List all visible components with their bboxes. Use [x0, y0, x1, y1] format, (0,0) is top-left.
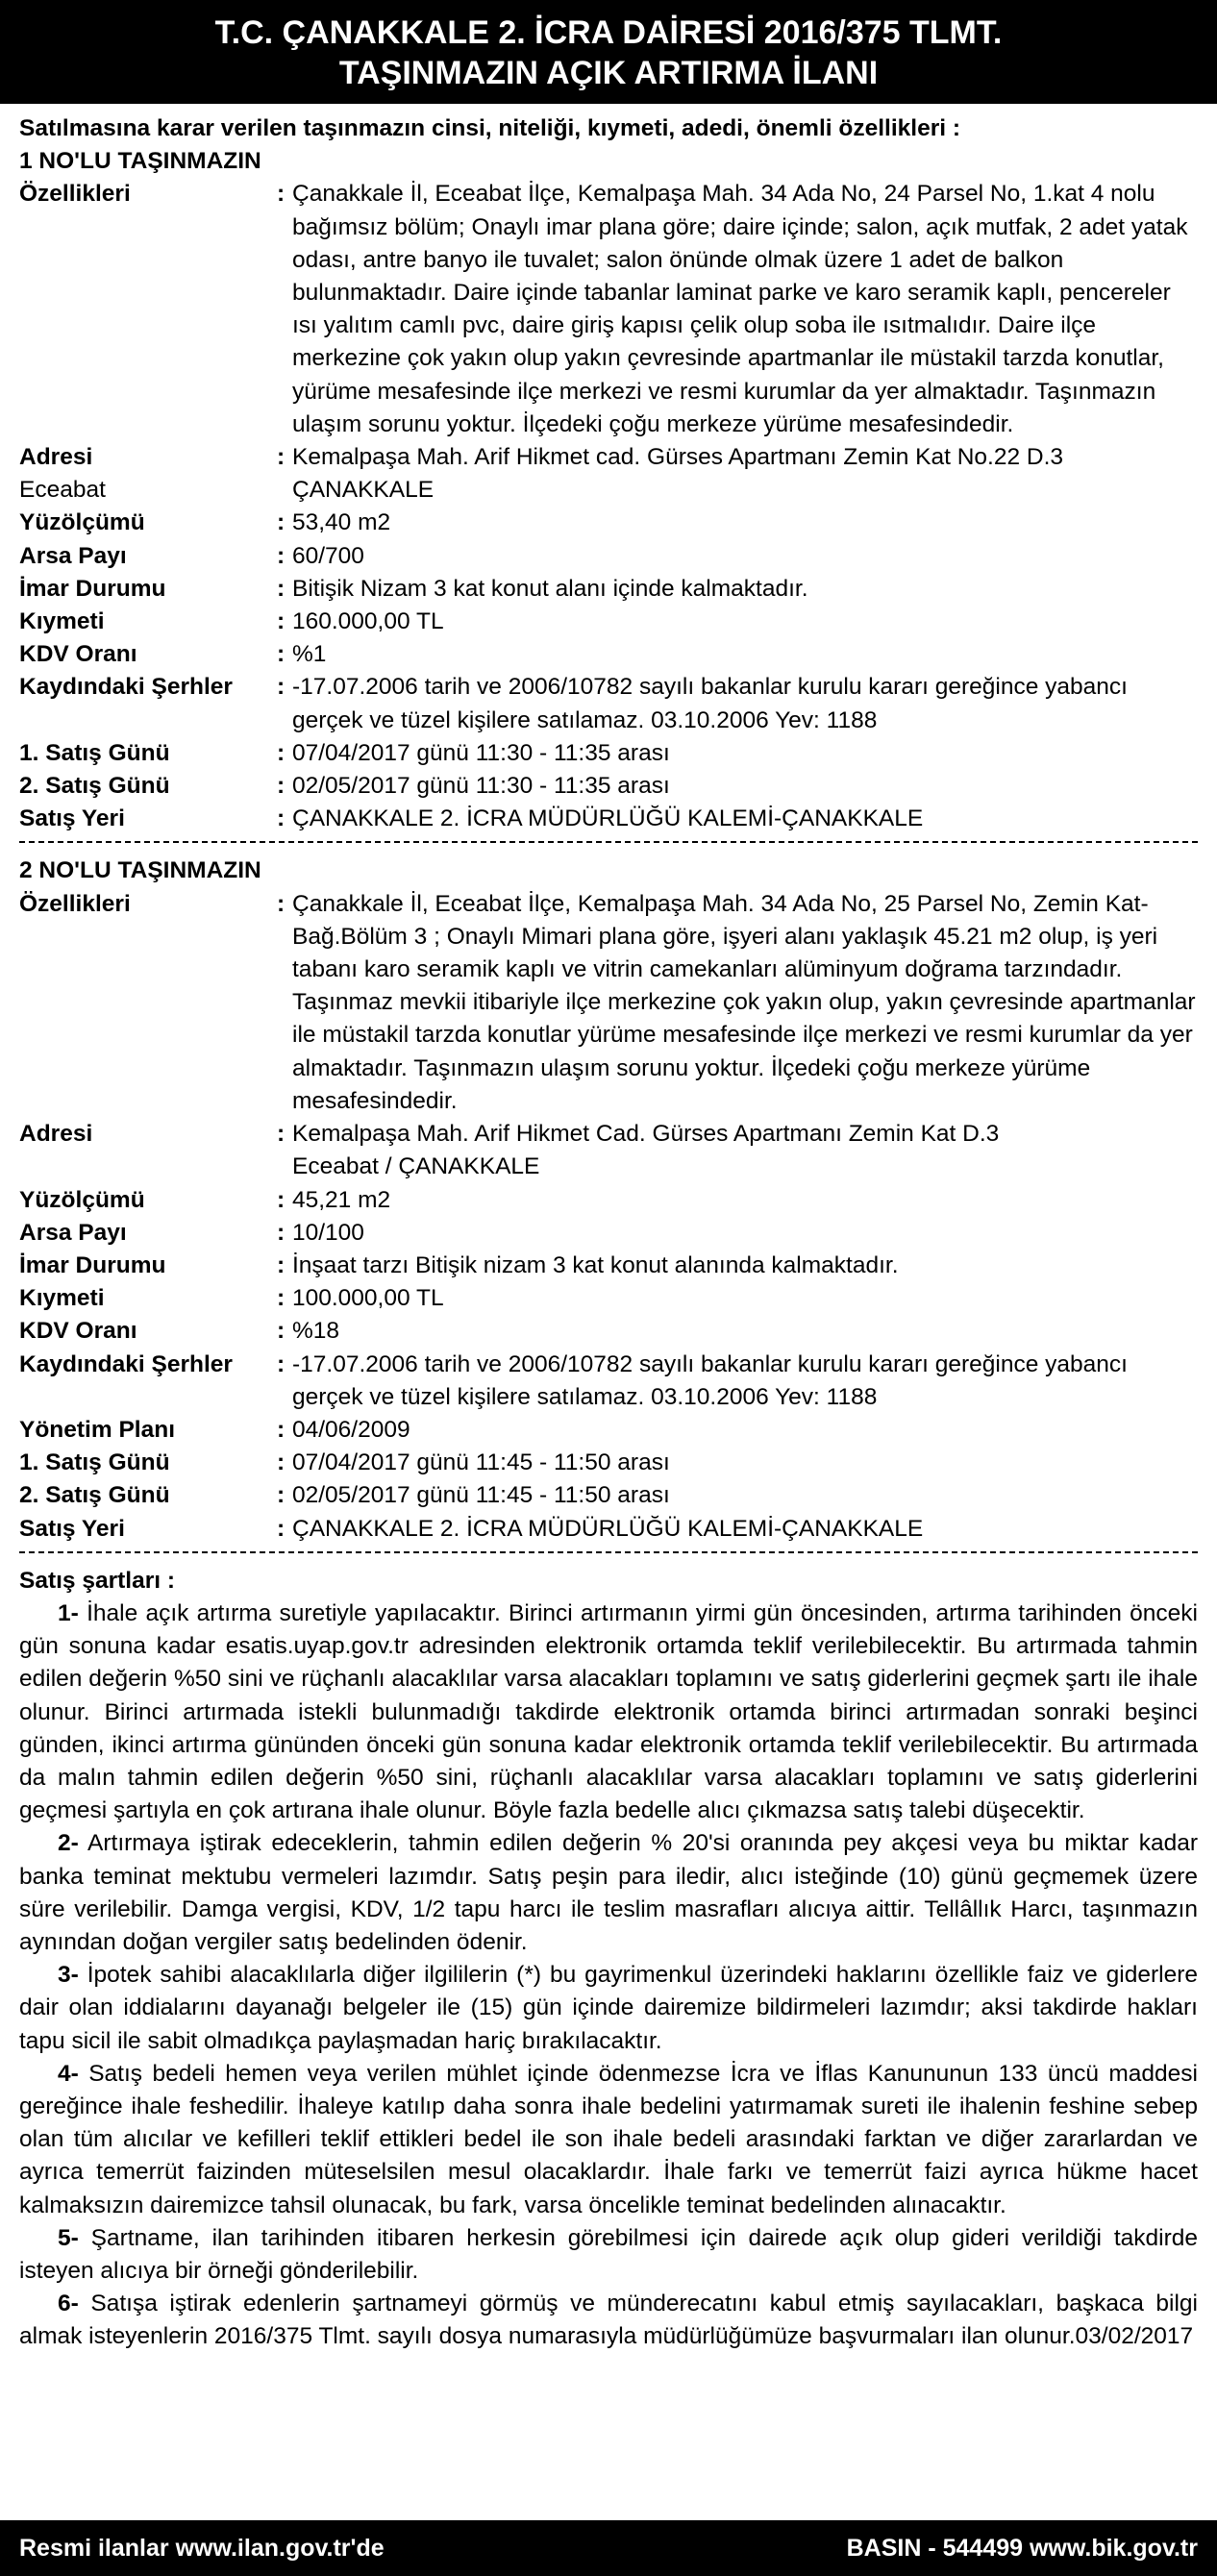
colon: : — [277, 641, 286, 668]
property-2-share-row — [19, 1217, 1198, 1250]
annotations-value: -17.07.2006 tarih ve 2006/10782 sayılı bakanlar kurulu kararı gereğince yabancı gerçek ve tüzel kişilere satılamaz. 03.10.2006 Yev: 1188 — [292, 1350, 1128, 1410]
area-label: Yüzölçümü — [19, 509, 145, 536]
property-1-address-row — [19, 441, 1198, 474]
property-2-features-row — [19, 888, 1198, 1118]
vat-label: KDV Oranı — [19, 1318, 137, 1345]
sale-day-1-value: 07/04/2017 günü 11:45 - 11:50 arası — [292, 1449, 670, 1476]
property-2-place-row — [19, 1513, 1198, 1546]
colon: : — [277, 739, 286, 766]
colon: : — [277, 1121, 286, 1148]
colon: : — [277, 181, 286, 208]
annotations-label: Kaydındaki Şerhler — [19, 674, 233, 701]
address-label: Adresi — [19, 1121, 93, 1148]
announcement-body — [0, 104, 1217, 2354]
management-plan-value: 04/06/2009 — [292, 1416, 410, 1443]
sale-day-2-value: 02/05/2017 günü 11:45 - 11:50 arası — [292, 1482, 670, 1509]
address-value-line2: ÇANAKKALE — [292, 477, 435, 504]
address-value-line1: Kemalpaşa Mah. Arif Hikmet Cad. Gürses Apartmanı Zemin Kat D.3 — [292, 1121, 1000, 1148]
area-value: 53,40 m2 — [292, 509, 391, 536]
sale-day-2-value: 02/05/2017 günü 11:30 - 11:35 arası — [292, 773, 670, 800]
property-2-management-row — [19, 1414, 1198, 1447]
value-amount: 160.000,00 TL — [292, 608, 444, 635]
intro-text: Satılmasına karar verilen taşınmazın cinsi, niteliği, kıymeti, adedi, önemli özellikleri : — [19, 115, 960, 141]
zoning-label: İmar Durumu — [19, 1251, 166, 1278]
property-1-features-row — [19, 178, 1198, 441]
condition-text: Satış bedeli hemen veya verilen mühlet içinde ödenmezse İcra ve İflas Kanununun 133 üncü maddesi gereğince ihale feshedilir. İhaleye katılıp daha sonra ihale bedelini yatırmamak sureti ile ihalenin feshine sebep olan tüm alıcılar ve kefilleri teklif ettikleri bedel ile son ihale bedeli arasındaki farktan ve diğer zararlardan ve ayrıca temerrüt faizinden müteselsilen mesul olacaklardır. İhale farkı ve temerrüt faizi ayrıca hükme hacet kalmaksızın dairemizce tahsil olunacak, bu fark, varsa öncelikle teminat bedelinden alınacaktır. — [19, 2060, 1198, 2218]
condition-text: Şartname, ilan tarihinden itibaren herkesin görebilmesi için dairede açık olup gideri verildiği takdirde isteyen alıcıya bir örneği gönderilebilir. — [19, 2224, 1198, 2284]
property-2-address-row — [19, 1118, 1198, 1183]
features-label: Özellikleri — [19, 890, 131, 917]
condition-number: 6- — [58, 2291, 79, 2317]
condition-text: Artırmaya iştirak edeceklerin, tahmin edilen değerin % 20'si oranında pey akçesi veya bu miktar kadar banka teminat mektubu vermeleri lazımdır. Satış peşin para iledir, alıcı isteğinde (10) günü geçmemek üzere süre verilebilir. Damga vergisi, KDV, 1/2 tapu harcı ile teslim masrafları alıcıya aittir. Tellâllık Harcı, taşınmazın aynından doğan vergiler satış bedelinden ödenir. — [19, 1830, 1198, 1955]
condition-number: 5- — [58, 2224, 79, 2251]
vat-value: %18 — [292, 1318, 340, 1345]
address-district: Eceabat — [19, 477, 106, 504]
condition-item — [19, 1827, 1198, 1959]
colon: : — [277, 1449, 286, 1476]
features-value: Çanakkale İl, Eceabat İlçe, Kemalpaşa Mah. 34 Ada No, 25 Parsel No, Zemin Kat-Bağ.Bölüm 3 ; Onaylı Mimari plana göre, işyeri alanı yaklaşık 45.21 m2 olup, iş yeri tabanı karo seramik kaplı ve vitrin camekanları alüminyum doğrama tarzındadır. Taşınmaz mevkii itibariyle ilçe merkezine çok yakın olup, yakın çevresinde apartmanlar ile müstakil tarzda konutlar yürüme mesafesinde ilçe merkezi ve resmi kurumlar da yer almaktadır. Taşınmazın ulaşım sorunu yoktur. İlçedeki çoğu merkeze yürüme mesafesindedir. — [292, 890, 1196, 1114]
announcement-footer — [0, 2520, 1217, 2576]
sale-place-value: ÇANAKKALE 2. İCRA MÜDÜRLÜĞÜ KALEMİ-ÇANAKKALE — [292, 1515, 924, 1542]
sale-day-1-label: 1. Satış Günü — [19, 739, 170, 766]
sale-place-label: Satış Yeri — [19, 805, 125, 832]
address-value — [292, 1118, 1198, 1183]
colon: : — [277, 1186, 286, 1213]
condition-number: 4- — [58, 2060, 79, 2087]
share-label: Arsa Payı — [19, 1219, 127, 1246]
property-2-sale1-row — [19, 1447, 1198, 1479]
property-1-place-row — [19, 803, 1198, 835]
address-label: Adresi — [19, 444, 93, 471]
header-title-line1: T.C. ÇANAKKALE 2. İCRA DAİRESİ 2016/375 TLMT. — [214, 14, 1003, 51]
footer-right-text: BASIN - 544499 www.bik.gov.tr — [846, 2534, 1198, 2562]
footer-left-text: Resmi ilanlar www.ilan.gov.tr'de — [19, 2534, 385, 2562]
colon: : — [277, 890, 286, 917]
property-1-address-row-2 — [19, 474, 1198, 507]
annotations-value: -17.07.2006 tarih ve 2006/10782 sayılı bakanlar kurulu kararı gereğince yabancı gerçek ve tüzel kişilere satılamaz. 03.10.2006 Yev: 1188 — [292, 674, 1128, 733]
share-value: 60/700 — [292, 542, 364, 569]
colon: : — [277, 444, 286, 471]
property-2-sale2-row — [19, 1479, 1198, 1512]
condition-item — [19, 1598, 1198, 1827]
property-1-annotations-row — [19, 671, 1198, 736]
property-2-section — [19, 855, 1198, 1545]
condition-number: 2- — [58, 1830, 79, 1857]
vat-label: KDV Oranı — [19, 641, 137, 668]
colon: : — [277, 1318, 286, 1345]
colon: : — [277, 1285, 286, 1312]
vat-value: %1 — [292, 641, 327, 668]
sale-day-1-value: 07/04/2017 günü 11:30 - 11:35 arası — [292, 739, 670, 766]
value-label: Kıymeti — [19, 608, 105, 635]
condition-number: 1- — [58, 1599, 79, 1626]
colon: : — [277, 1350, 286, 1377]
condition-text: İhale açık artırma suretiyle yapılacaktır. Birinci artırmanın yirmi gün öncesinden, artırma tarihinden önceki gün sonuna kadar esatis.uyap.gov.tr adresinden elektronik ortamda teklif verilebilecektir. Bu artırmada tahmin edilen değerin %50 sini ve rüçhanlı alacaklılar varsa alacakları toplamını ve satış giderlerini geçmek şartı ile ihale olunur. Birinci artırmada istekli bulunmadığı takdirde elektronik ortamda birinci artırmadan sonraki beşinci günden, ikinci artırma gününden önceki gün sonuna kadar elektronik ortamda teklif verilebilecektir. Bu artırmada da malın tahmin edilen değerin %50 sini, rüçhanlı alacaklılar varsa alacakları toplamını ve satış giderlerini geçmesi şartıyla en çok artırana ihale olunur. Böyle fazla bedelle alıcı çıkmazsa satış talebi düşecektir. — [19, 1599, 1198, 1824]
colon: : — [277, 1416, 286, 1443]
property-1-area-row — [19, 507, 1198, 539]
property-1-heading: 1 NO'LU TAŞINMAZIN — [19, 148, 261, 175]
dashed-divider — [19, 1551, 1198, 1559]
property-1-sale1-row — [19, 737, 1198, 770]
features-value: Çanakkale İl, Eceabat İlçe, Kemalpaşa Mah. 34 Ada No, 24 Parsel No, 1.kat 4 nolu bağımsız bölüm; Onaylı imar plana göre; daire içinde; salon, açık mutfak, 2 adet yatak odası, antre banyo ile tuvalet; salon önünde olmak üzere 1 adet de balkon bulunmaktadır. Daire içinde tabanlar laminat parke ve karo seramik kaplı, pencereler ısı yalıtım camlı pvc, daire giriş kapısı çelik olup soba ile ısıtmalıdır. Daire ilçe merkezine çok yakın olup yakın çevresinde apartmanlar ile müstakil tarzda konutlar, yürüme mesafesinde ilçe merkezi ve resmi kurumlar da yer almaktadır. Taşınmazın ulaşım sorunu yoktur. İlçedeki çoğu merkeze yürüme mesafesindedir. — [292, 181, 1188, 437]
management-plan-label: Yönetim Planı — [19, 1416, 176, 1443]
zoning-value: Bitişik Nizam 3 kat konut alanı içinde kalmaktadır. — [292, 575, 808, 602]
colon: : — [277, 509, 286, 536]
address-value-line1: Kemalpaşa Mah. Arif Hikmet cad. Gürses Apartmanı Zemin Kat No.22 D.3 — [292, 444, 1064, 471]
announcement-header — [0, 0, 1217, 104]
colon: : — [277, 674, 286, 701]
sale-conditions-title: Satış şartları : — [19, 1567, 176, 1594]
property-1-sale2-row — [19, 770, 1198, 803]
property-1-value-row — [19, 606, 1198, 638]
condition-item — [19, 2058, 1198, 2222]
header-title-line2: TAŞINMAZIN AÇIK ARTIRMA İLANI — [338, 55, 879, 91]
zoning-label: İmar Durumu — [19, 575, 166, 602]
property-1-section — [19, 145, 1198, 835]
property-1-vat-row — [19, 638, 1198, 671]
annotations-label: Kaydındaki Şerhler — [19, 1350, 233, 1377]
address-value-line2: Eceabat / ÇANAKKALE — [292, 1153, 540, 1180]
property-2-zoning-row — [19, 1250, 1198, 1282]
condition-text: İpotek sahibi alacaklılarla diğer ilgililerin (*) bu gayrimenkul üzerindeki haklarını özellikle faiz ve giderlere dair olan iddialarını dayanağı belgeler ile (15) gün içinde dairemize bildirmeleri lazımdır; aksi takdirde hakları tapu sicil ile sabit olmadıkça paylaşmadan hariç bırakılacaktır. — [19, 1962, 1199, 2054]
colon: : — [277, 773, 286, 800]
colon: : — [277, 1515, 286, 1542]
property-1-share-row — [19, 540, 1198, 573]
sale-place-value: ÇANAKKALE 2. İCRA MÜDÜRLÜĞÜ KALEMİ-ÇANAKKALE — [292, 805, 924, 832]
colon: : — [277, 1219, 286, 1246]
condition-text: Satışa iştirak edenlerin şartnameyi görmüş ve münderecatını kabul etmiş sayılacakları, başkaca bilgi almak isteyenlerin 2016/375 Tlmt. sayılı dosya numarasıyla müdürlüğümüze başvurmaları ilan olunur.03/02/2017 — [19, 2291, 1198, 2350]
zoning-value: İnşaat tarzı Bitişik nizam 3 kat konut alanında kalmaktadır. — [292, 1251, 899, 1278]
sale-day-1-label: 1. Satış Günü — [19, 1449, 170, 1476]
colon: : — [277, 542, 286, 569]
property-2-annotations-row — [19, 1349, 1198, 1414]
condition-item — [19, 2288, 1198, 2353]
sale-day-2-label: 2. Satış Günü — [19, 773, 170, 800]
value-label: Kıymeti — [19, 1285, 105, 1312]
colon: : — [277, 1251, 286, 1278]
value-amount: 100.000,00 TL — [292, 1285, 444, 1312]
colon: : — [277, 805, 286, 832]
condition-number: 3- — [58, 1962, 79, 1989]
features-label: Özellikleri — [19, 181, 131, 208]
property-1-zoning-row — [19, 573, 1198, 606]
condition-item — [19, 2222, 1198, 2288]
sale-conditions-section — [19, 1565, 1198, 2354]
property-2-area-row — [19, 1184, 1198, 1217]
sale-day-2-label: 2. Satış Günü — [19, 1482, 170, 1509]
property-2-value-row — [19, 1282, 1198, 1315]
colon: : — [277, 608, 286, 635]
area-value: 45,21 m2 — [292, 1186, 391, 1213]
area-label: Yüzölçümü — [19, 1186, 145, 1213]
dashed-divider — [19, 841, 1198, 849]
colon: : — [277, 575, 286, 602]
property-2-vat-row — [19, 1315, 1198, 1348]
colon: : — [277, 1482, 286, 1509]
share-value: 10/100 — [292, 1219, 364, 1246]
sale-place-label: Satış Yeri — [19, 1515, 125, 1542]
share-label: Arsa Payı — [19, 542, 127, 569]
condition-item — [19, 1959, 1198, 2058]
property-2-heading: 2 NO'LU TAŞINMAZIN — [19, 857, 261, 884]
